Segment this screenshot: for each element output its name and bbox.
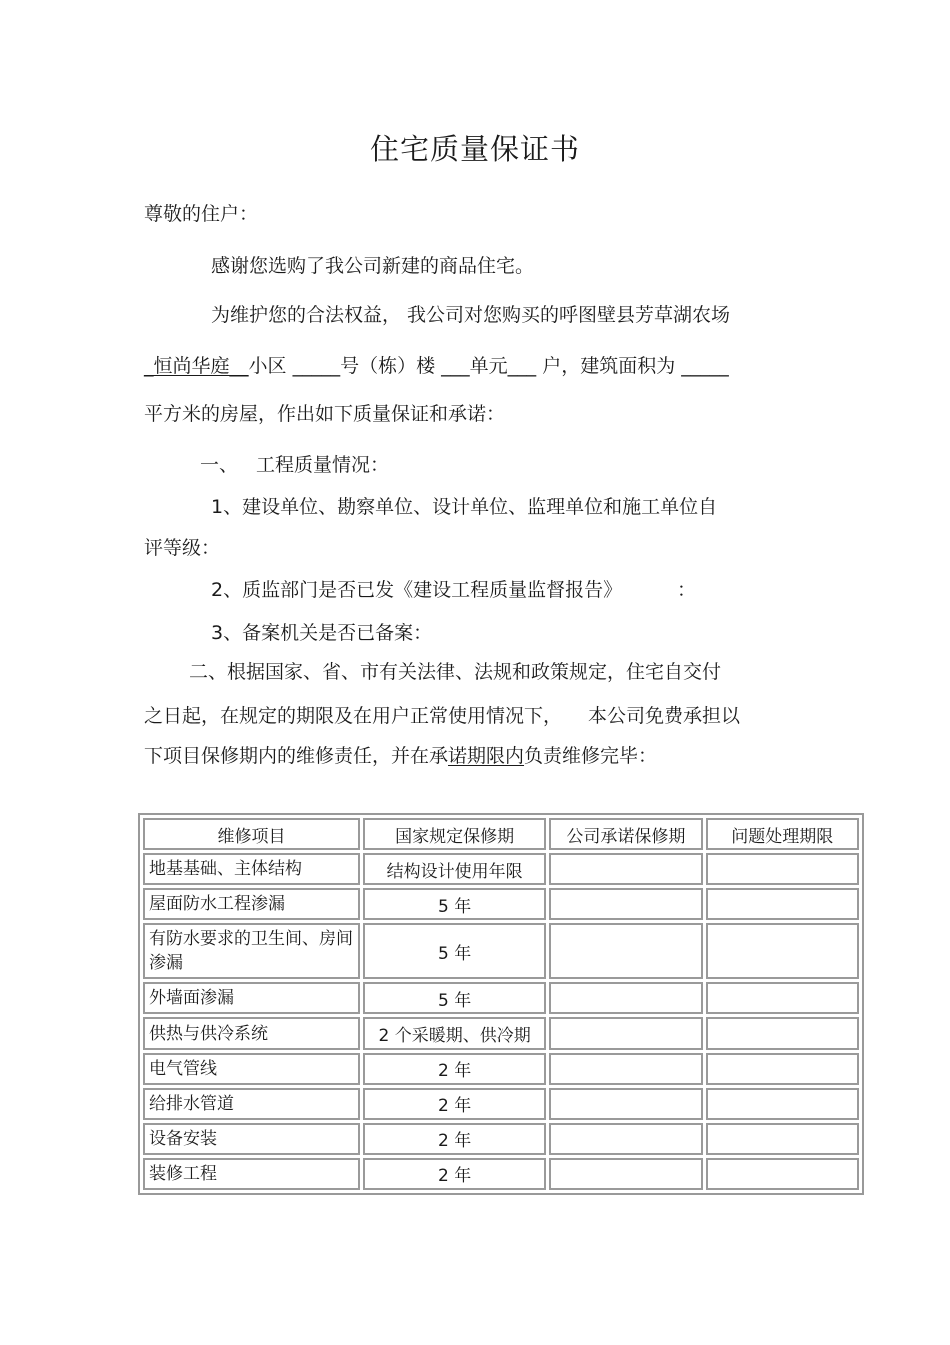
item-cell: 装修工程 [143,1158,360,1190]
table-row [143,1158,859,1190]
handling-period-cell [706,1158,859,1190]
area-label: 户，建筑面积为 [542,355,676,377]
national-period-cell: 2 年 [363,1158,546,1190]
building-blank: _____ [292,355,341,377]
warranty-table [138,813,864,1195]
item2-colon: ： [677,579,697,601]
company-period-cell [549,982,702,1014]
company-period-cell [549,1053,702,1085]
header-cell: 问题处理期限 [706,818,859,850]
table-row [143,888,859,920]
item2: 2、质监部门是否已发《建设工程质量监督报告》 [211,579,623,601]
item1-line1: 1、建设单位、勘察单位、设计单位、监理单位和施工单位自 [211,496,718,518]
company-period-cell [549,1088,702,1120]
section2-line3 [144,745,657,767]
xiaoqu-label: 小区 [248,355,287,377]
unit-label: 单元 [469,355,508,377]
national-period-cell: 2 年 [363,1053,546,1085]
national-period-cell: 5 年 [363,923,546,979]
header-cell: 国家规定保修期 [363,818,546,850]
table-header-row [143,818,859,850]
national-period-cell: 5 年 [363,982,546,1014]
item-cell: 外墙面渗漏 [143,982,360,1014]
para-protect-line1: 为维护您的合法权益， 我公司对您购买的呼图壁县芳草湖农场 [211,304,731,326]
national-period-cell: 结构设计使用年限 [363,853,546,885]
company-period-cell [549,1017,702,1049]
handling-period-cell [706,853,859,885]
header-cell: 公司承诺保修期 [549,818,702,850]
address-line [144,355,729,377]
header-cell: 维修项目 [143,818,360,850]
room-blank: ___ [507,355,537,377]
table-row [143,853,859,885]
building-label: 号（栋）楼 [340,355,436,377]
handling-period-cell [706,1123,859,1155]
handling-period-cell [706,1017,859,1049]
item1-line2: 评等级： [144,537,221,559]
section2-line3-part3: 负责维修完毕： [524,745,658,767]
table-row [143,982,859,1014]
national-period-cell: 2 年 [363,1088,546,1120]
handling-period-cell [706,923,859,979]
handling-period-cell [706,1053,859,1085]
area-blank: _____ [681,355,729,377]
section1-title: 工程质量情况： [256,454,390,476]
unit-blank: ___ [441,355,470,377]
handling-period-cell [706,1088,859,1120]
item-cell: 给排水管道 [143,1088,360,1120]
page-title: 住宅质量保证书 [369,132,580,166]
table-row [143,1088,859,1120]
section2-line3-part1: 下项目保修期内的维修责任，并在承 [144,745,449,767]
section2-line1: 二、根据国家、省、市有关法律、法规和政策规定，住宅自交付 [189,661,722,683]
greeting: 尊敬的住户： [144,203,259,225]
table-row [143,1017,859,1049]
item-cell: 供热与供冷系统 [143,1017,360,1049]
national-period-cell: 2 年 [363,1123,546,1155]
table-row [143,1123,859,1155]
table-row [143,1053,859,1085]
company-period-cell [549,1123,702,1155]
company-period-cell [549,1158,702,1190]
company-period-cell [549,853,702,885]
item-cell: 屋面防水工程渗漏 [143,888,360,920]
section2-line2-part1: 之日起，在规定的期限及在用户正常使用情况下， [144,705,563,727]
table-row [143,923,859,979]
item3: 3、备案机关是否已备案： [211,622,433,644]
item-cell: 电气管线 [143,1053,360,1085]
section2-line2-part2: 本公司免费承担以 [588,705,741,727]
para-protect-line2: 平方米的房屋，作出如下质量保证和承诺： [144,403,506,425]
company-period-cell [549,888,702,920]
item-cell: 地基基础、主体结构 [143,853,360,885]
section2-line3-underlined: 诺期限内 [448,745,525,767]
section2-line2 [144,705,740,727]
para-thanks: 感谢您选购了我公司新建的商品住宅。 [211,255,535,277]
item-cell: 有防水要求的卫生间、房间渗漏 [143,923,360,979]
section1-number: 一、 [200,454,239,476]
handling-period-cell [706,982,859,1014]
company-period-cell [549,923,702,979]
item-cell: 设备安装 [143,1123,360,1155]
community-name: _恒尚华庭__ [144,355,249,377]
handling-period-cell [706,888,859,920]
national-period-cell: 5 年 [363,888,546,920]
national-period-cell: 2 个采暖期、供冷期 [363,1017,546,1049]
